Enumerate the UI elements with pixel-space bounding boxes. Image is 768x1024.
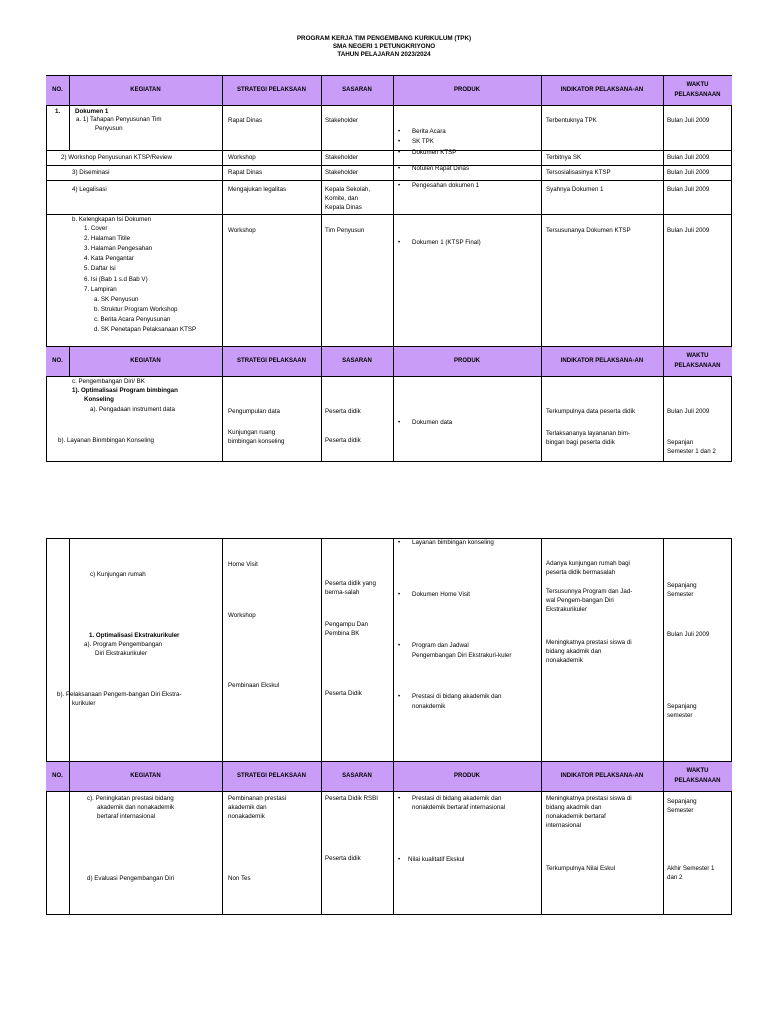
row1-waktu: Bulan Juli 2009: [667, 117, 710, 124]
row4-kegiatan: 4) Legalisasi: [72, 186, 107, 193]
col-header-produk: PRODUK: [453, 87, 480, 93]
col-header-no: NO.: [52, 87, 63, 93]
row4-sasaran-1: Kepala Sekolah,: [325, 186, 371, 193]
col-header-waktu-1: WAKTU: [686, 353, 709, 359]
row4-sasaran-3: Kepala Dinas: [325, 204, 362, 211]
t3-sasaran-1: Peserta didik yang: [325, 580, 376, 587]
row5-indikator: Tersusunanya Dokumen KTSP: [546, 227, 631, 234]
row2-indikator: Terbitnya SK: [546, 154, 582, 161]
row5-kegiatan-line: 6. Isi (Bab 1 s.d Bab V): [84, 276, 148, 283]
col-header-strategi: STRATEGI PELAKSAAN: [237, 358, 306, 364]
col-header-sasaran: SASARAN: [342, 358, 372, 364]
row3-produk: Notulen Rapat Dinas: [412, 165, 470, 172]
t3-indikator-5: Ekstrakurikuler: [546, 606, 587, 613]
t4-produk-2: Nilai kualitatif Ekskul: [408, 856, 465, 863]
t3-indikator-7: bidang akadmik dan: [546, 648, 602, 655]
t2-indikator-1: Terkumpulnya data peserta didik: [546, 408, 636, 415]
t3-strategi-2: Workshop: [228, 612, 256, 619]
row3-strategi: Rapat Dinas: [228, 169, 263, 176]
t4-indikator-2: bidang akadmik dan: [546, 804, 602, 811]
t3-waktu-5: semester: [667, 712, 693, 719]
row1-kegiatan-line3: Penyusun: [95, 125, 123, 132]
t4-kegiatan-1: c). Peningkatan prestasi bidang: [87, 795, 174, 802]
t3-indikator-1: Adanya kunjungan rumah bagi: [546, 560, 630, 567]
t2-indikator-3: bingan bagi peserta didik: [546, 439, 615, 446]
row4-waktu: Bulan Juli 2009: [667, 186, 710, 193]
t3-produk-2: Dokumen Home Visit: [412, 591, 471, 598]
col-header-waktu-1: WAKTU: [686, 768, 709, 774]
t4-waktu-2: Semester: [667, 807, 694, 814]
row4-indikator: Syahnya Dokumen 1: [546, 186, 604, 193]
t2-strategi-2: Kunjungan ruang: [228, 429, 276, 436]
t4-strategi-2: akademik dan: [228, 804, 267, 811]
col-header-kegiatan: KEGIATAN: [130, 358, 161, 364]
t3-produk-4a: Prestasi di bidang akademik dan: [412, 693, 502, 700]
t4-waktu-1: Sepanjang: [667, 798, 697, 805]
bullet: •: [398, 182, 401, 189]
t4-indikator-5: Terkumpulnya Nilai Eskul: [546, 865, 616, 872]
t3-waktu-1: Sepanjang: [667, 582, 697, 589]
t4-kegiatan-2: akademik dan nonakademik: [97, 804, 175, 811]
bullet: •: [398, 138, 401, 145]
bullet: •: [398, 856, 401, 863]
row5-produk: Dokumen 1 (KTSP Final): [412, 239, 481, 246]
t4-kegiatan-4: d) Evaluasi Pengembangan Diri: [87, 875, 175, 882]
t3-kegiatan-2: 1. Optimalisasi Ekstrakurikuler: [89, 632, 180, 639]
row2-produk: Dokumen KTSP: [412, 149, 457, 156]
t4-sasaran-1: Peserta Didik RSBI: [325, 795, 378, 802]
col-header-produk: PRODUK: [453, 773, 480, 779]
row5-kegiatan-line: 7. Lampiran: [84, 286, 117, 293]
t3-kegiatan-3: a). Program Pengembangan: [84, 641, 163, 648]
col-header-indikator: INDIKATOR PELAKSANA-AN: [560, 773, 644, 779]
col-header-strategi: STRATEGI PELAKSAAN: [237, 773, 306, 779]
document-title-line-2: SMA NEGERI 1 PETUNGKRIYONO: [332, 43, 436, 50]
t3-indikator-4: wal Pengem-bangan Diri: [546, 597, 614, 604]
col-header-no: NO.: [52, 358, 63, 364]
t2-sasaran-1: Peserta didik: [325, 408, 361, 415]
t4-waktu-4: dan 2: [667, 874, 683, 881]
row4-sasaran-2: Komite, dan: [325, 195, 359, 202]
bullet: •: [398, 591, 401, 598]
col-header-waktu-2: PELAKSANAAN: [674, 778, 721, 784]
t3-produk-3a: Program dan Jadwal: [412, 642, 469, 649]
row1-kegiatan-title: Dokumen 1: [75, 108, 109, 115]
row5-kegiatan-line: 2. Halaman Titile: [84, 235, 131, 242]
t4-strategi-3: nonakademik: [228, 813, 265, 820]
row3-sasaran: Stakeholder: [325, 169, 359, 176]
t3-sasaran-3: Pengampu Dan: [325, 621, 368, 628]
t3-produk-3b: Pengembangan Diri Ekstrakuri-kuler: [412, 652, 512, 659]
col-header-waktu-1: WAKTU: [686, 82, 709, 88]
t2-strategi-3: bimbingan konseling: [228, 438, 285, 445]
row5-kegiatan-line: 5. Daftar Isi: [84, 265, 116, 272]
bullet: •: [398, 795, 401, 802]
t4-produk-1b: nonakdemik bertaraf internasional: [412, 804, 506, 811]
t4-indikator-3: nonakademik bertaraf: [546, 813, 606, 820]
row1-produk-1: Berita Acara: [412, 128, 446, 135]
row1-strategi: Rapat Dinas: [228, 117, 263, 124]
bullet: •: [398, 642, 401, 649]
bullet: •: [398, 539, 401, 546]
t2-kegiatan-line3: Konseling: [84, 396, 114, 403]
row5-kegiatan-line: b. Kelengkapan Isi Dokumen: [72, 216, 152, 223]
t3-indikator-6: Meningkatnya prestasi siswa di: [546, 639, 632, 646]
t2-waktu-3: Semester 1 dan 2: [667, 448, 716, 455]
t3-indikator-2: peserta didik bermasalah: [546, 569, 616, 576]
col-header-kegiatan: KEGIATAN: [130, 87, 161, 93]
row5-kegiatan-line: c. Berita Acara Penyusunan: [94, 316, 171, 323]
bullet: •: [398, 239, 401, 246]
t3-sasaran-2: berma-salah: [325, 589, 360, 596]
col-header-no: NO.: [52, 773, 63, 779]
row2-strategi: Workshop: [228, 154, 256, 161]
row1-no: 1.: [55, 108, 61, 115]
col-header-indikator: INDIKATOR PELAKSANA-AN: [560, 87, 644, 93]
t3-waktu-3: Bulan Juli 2009: [667, 631, 710, 638]
bullet: •: [398, 165, 401, 172]
t2-kegiatan-line1: c. Pengembangan Diri/ BK: [72, 378, 145, 385]
t3-strategi-1: Home Visit: [228, 561, 258, 568]
row5-kegiatan-line: 4. Kata Pengantar: [84, 255, 134, 262]
t2-kegiatan-line5: b). Layanan Binmbingan Konseling: [58, 437, 154, 444]
t2-sasaran-2: Peserta didik: [325, 437, 361, 444]
row5-kegiatan-line: a. SK Penyusun: [94, 296, 139, 303]
t3-kegiatan-1: c) Kunjungan rumah: [90, 571, 146, 578]
bullet: •: [398, 128, 401, 135]
col-header-sasaran: SASARAN: [342, 773, 372, 779]
bullet: •: [398, 149, 401, 156]
t4-waktu-3: Akhir Semester 1: [667, 865, 715, 872]
t3-kegiatan-6: kurikuler: [72, 700, 96, 707]
row5-sasaran: Tim Penyusun: [325, 227, 365, 234]
bullet: •: [398, 419, 401, 426]
t4-strategi-4: Non Tes: [228, 875, 251, 882]
t3-sasaran-4: Pembina BK: [325, 630, 360, 637]
row3-kegiatan: 3) Diseminasi: [72, 169, 110, 176]
row2-kegiatan: 2) Workshop Penyusunan KTSP/Review: [61, 154, 172, 161]
t3-produk-1: Layanan bimbingan konseling: [412, 539, 494, 546]
document-title-line-1: PROGRAM KERJA TIM PENGEMBANG KURIKULUM (TPK): [296, 35, 472, 42]
row5-waktu: Bulan Juli 2009: [667, 227, 710, 234]
t4-sasaran-2: Peserta didik: [325, 855, 361, 862]
col-header-waktu-2: PELAKSANAAN: [674, 363, 721, 369]
t2-waktu-1: Bulan Juli 2009: [667, 408, 710, 415]
col-header-sasaran: SASARAN: [342, 87, 372, 93]
t2-indikator-2: Terlaksananya layananan bim-: [546, 430, 630, 437]
t3-kegiatan-4: Diri Ekstrakurikuler: [95, 650, 147, 657]
row2-sasaran: Stakeholder: [325, 154, 359, 161]
row1-sasaran: Stakeholder: [325, 117, 359, 124]
t3-produk-4b: nonakdemik: [412, 703, 446, 710]
row3-indikator: Tersosialisasinya KTSP: [546, 169, 611, 176]
bullet: •: [398, 693, 401, 700]
t2-produk: Dokumen data: [412, 419, 453, 426]
table-frame-top: [46, 75, 732, 462]
t2-kegiatan-line4: a). Pengadaan instrument data: [90, 406, 175, 413]
t2-kegiatan-line2: 1). Optimalisasi Program bimbingan: [72, 387, 178, 394]
row2-waktu: Bulan Juli 2009: [667, 154, 710, 161]
row4-produk: Pengesahan dokumen 1: [412, 182, 480, 189]
row5-strategi: Workshop: [228, 227, 256, 234]
t3-waktu-2: Semester: [667, 591, 694, 598]
t3-indikator-3: Tersusunnya Program dan Jad-: [546, 588, 633, 595]
row1-kegiatan-line2: a. 1) Tahapan Penyusunan Tim: [76, 116, 162, 123]
row5-kegiatan-line: d. SK Penetapan Pelaksanaan KTSP: [94, 326, 197, 333]
col-header-kegiatan: KEGIATAN: [130, 773, 161, 779]
row5-kegiatan-line: 3. Halaman Pengesahan: [84, 245, 153, 252]
t2-waktu-2: Sepanjan: [667, 439, 694, 446]
t3-indikator-8: nonakademik: [546, 657, 583, 664]
t4-strategi-1: Pembinanan prestasi: [228, 795, 287, 802]
t2-strategi-1: Pengumpulan data: [228, 408, 280, 415]
col-header-waktu-2: PELAKSANAAN: [674, 92, 721, 98]
document-title-line-3: TAHUN PELAJARAN 2023/2024: [337, 51, 431, 58]
t4-indikator-4: internasional: [546, 822, 582, 829]
row1-produk-2: SK TPK: [412, 138, 434, 145]
t4-indikator-1: Meningkatnya prestasi siswa di: [546, 795, 632, 802]
t3-waktu-4: Sepanjang: [667, 703, 697, 710]
col-header-produk: PRODUK: [453, 358, 480, 364]
row5-kegiatan-line: 1. Cover: [84, 225, 108, 232]
row4-strategi: Mengajukan legalitas: [228, 186, 287, 193]
t4-kegiatan-3: bertaraf internasional: [97, 813, 156, 820]
col-header-indikator: INDIKATOR PELAKSANA-AN: [560, 358, 644, 364]
t3-strategi-3: Pembinaan Ekskul: [228, 682, 280, 689]
row5-kegiatan-line: b. Struktur Program Workshop: [94, 306, 178, 313]
t3-kegiatan-5: b). Pelaksanaan Pengem-bangan Diri Ekstra-: [57, 691, 182, 698]
row1-indikator: Terbentuknya TPK: [546, 117, 597, 124]
t4-produk-1a: Prestasi di bidang akademik dan: [412, 795, 502, 802]
col-header-strategi: STRATEGI PELAKSAAN: [237, 87, 306, 93]
row3-waktu: Bulan Juli 2009: [667, 169, 710, 176]
t3-sasaran-5: Peserta Didik: [325, 690, 362, 697]
